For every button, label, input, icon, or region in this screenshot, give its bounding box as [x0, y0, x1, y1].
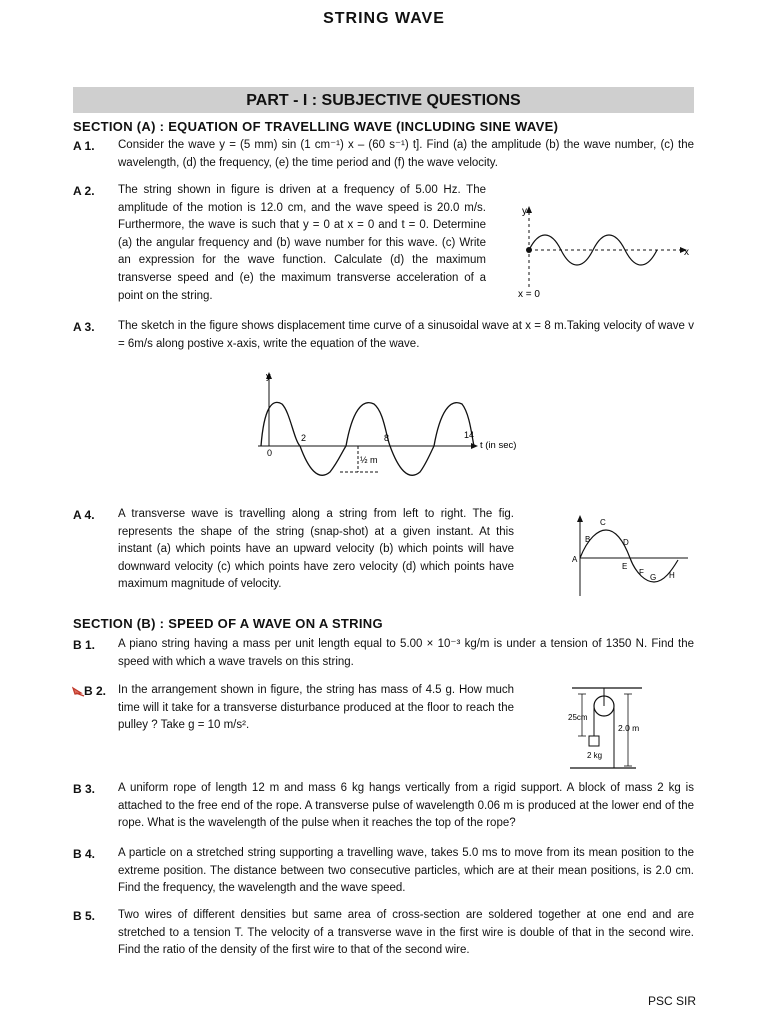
question-number-a4: A 4.: [73, 508, 95, 522]
question-text-a1: Consider the wave y = (5 mm) sin (1 cm⁻¹) x – (60 s⁻¹) t]. Find (a) the amplitude (b) the wave number, (c) the wavelength, (d) the frequency, (e) the time period and (f) the wave velocity.: [118, 139, 694, 169]
figure-a4-point-h: H: [669, 571, 675, 580]
question-text-a4: A transverse wave is travelling along a string from left to right. The fig. represents the shape of the string (snap-shot) at a given instant. At this instant (a) which points have an upward velocity (b) which points will have downward velocity (c) which points have zero velocity (d) which points have maximum magnitude of velocity.: [118, 508, 514, 591]
question-text-b4: A particle on a stretched string supporting a travelling wave, takes 5.0 ms to move from its mean position to the extreme position. The distance between two consecutive particles, which are at their mean positions, is 2.0 cm. Find the frequency, the wavelength and the wave speed.: [118, 847, 694, 895]
question-number-b4: B 4.: [73, 847, 96, 861]
figure-a4-snapshot: [562, 512, 692, 598]
question-number-b1: B 1.: [73, 638, 96, 652]
footer-author: PSC SIR: [647, 994, 696, 1008]
page-title: STRING WAVE: [323, 10, 445, 27]
figure-a4-point-a: A: [572, 555, 578, 564]
question-number-a3: A 3.: [73, 320, 95, 334]
section-b-heading: SECTION (B) : SPEED OF A WAVE ON A STRING: [73, 616, 383, 631]
figure-a4-point-g: G: [650, 573, 657, 582]
figure-a2-x-label: x: [684, 247, 689, 258]
figure-a3-graph: [250, 368, 540, 480]
figure-a2-origin-label: x = 0: [518, 289, 540, 300]
figure-b2-length-total: 2.0 m: [618, 723, 640, 733]
question-number-b3: B 3.: [73, 782, 96, 796]
figure-a3-tick-2: 2: [301, 433, 307, 443]
question-text-b5: Two wires of different densities but same area of cross-section are soldered together at one end and are stretched to a tension T. The velocity of a transverse wave in the first wire is double of that in the second wire. Find the ratio of the density of the first wire to that of the second wire.: [118, 909, 694, 957]
figure-b2-length-upper: 25cm: [568, 713, 588, 722]
figure-a3-tick-14: 14: [464, 430, 475, 440]
figure-a4-point-d: D: [623, 538, 629, 547]
figure-a3-t-label: t (in sec): [480, 440, 517, 451]
part-heading: PART - I : SUBJECTIVE QUESTIONS: [73, 87, 694, 113]
figure-a3-tick-8: 8: [384, 433, 390, 443]
question-text-b2: In the arrangement shown in figure, the string has mass of 4.5 g. How much time will it take for a transverse disturbance produced at the floor to reach the pulley ? Take g = 10 m/s².: [118, 684, 514, 732]
figure-a3-origin: 0: [267, 448, 273, 458]
question-number-b2: B 2.: [84, 684, 107, 698]
question-text-b1: A piano string having a mass per unit length equal to 5.00 × 10⁻³ kg/m is under a tension of 1350 N. Find the speed with which a wave travels on this string.: [118, 638, 694, 668]
figure-a3-y-label: y: [266, 371, 271, 381]
question-text-a2: The string shown in figure is driven at a frequency of 5.00 Hz. The amplitude of the motion is 12.0 cm, and the wave speed is 20.0 m/s. Furthermore, the wave is such that y = 0 at x = 0 and t = 0. Determine (a) the angular frequency and (b) wave number for this wave. (c) Write an expression for the wave function. Calculate (d) the maximum transverse speed and (e) the maximum transverse acceleration of a point on the string.: [118, 184, 486, 302]
figure-b2-mass: 2 kg: [587, 751, 603, 760]
question-number-a1: A 1.: [73, 139, 95, 153]
figure-b2-pulley: [562, 684, 682, 776]
figure-a3-amplitude-label: ½ m: [360, 455, 378, 465]
question-number-b5: B 5.: [73, 909, 96, 923]
figure-a4-point-c: C: [600, 518, 606, 527]
question-text-b3: A uniform rope of length 12 m and mass 6 kg hangs vertically from a rigid support. A block of mass 2 kg is attached to the free end of the rope. A transverse pulse of wavelength 0.06 m is produced at the lower end of the rope. What is the wavelength of the pulse when it reaches the top of the rope?: [118, 782, 694, 830]
question-number-a2: A 2.: [73, 184, 95, 198]
figure-a2-y-label: y: [522, 206, 527, 217]
figure-a4-point-b: B: [585, 535, 591, 544]
figure-a2-wave: [505, 200, 705, 304]
figure-a4-point-f: F: [639, 568, 644, 577]
section-a-heading: SECTION (A) : EQUATION OF TRAVELLING WAVE (INCLUDING SINE WAVE): [73, 119, 559, 134]
figure-a4-point-e: E: [622, 562, 628, 571]
question-text-a3: The sketch in the figure shows displacement time curve of a sinusoidal wave at x = 8 m.Taking velocity of wave v = 6m/s along postive x-axis, write the equation of the wave.: [118, 320, 694, 350]
